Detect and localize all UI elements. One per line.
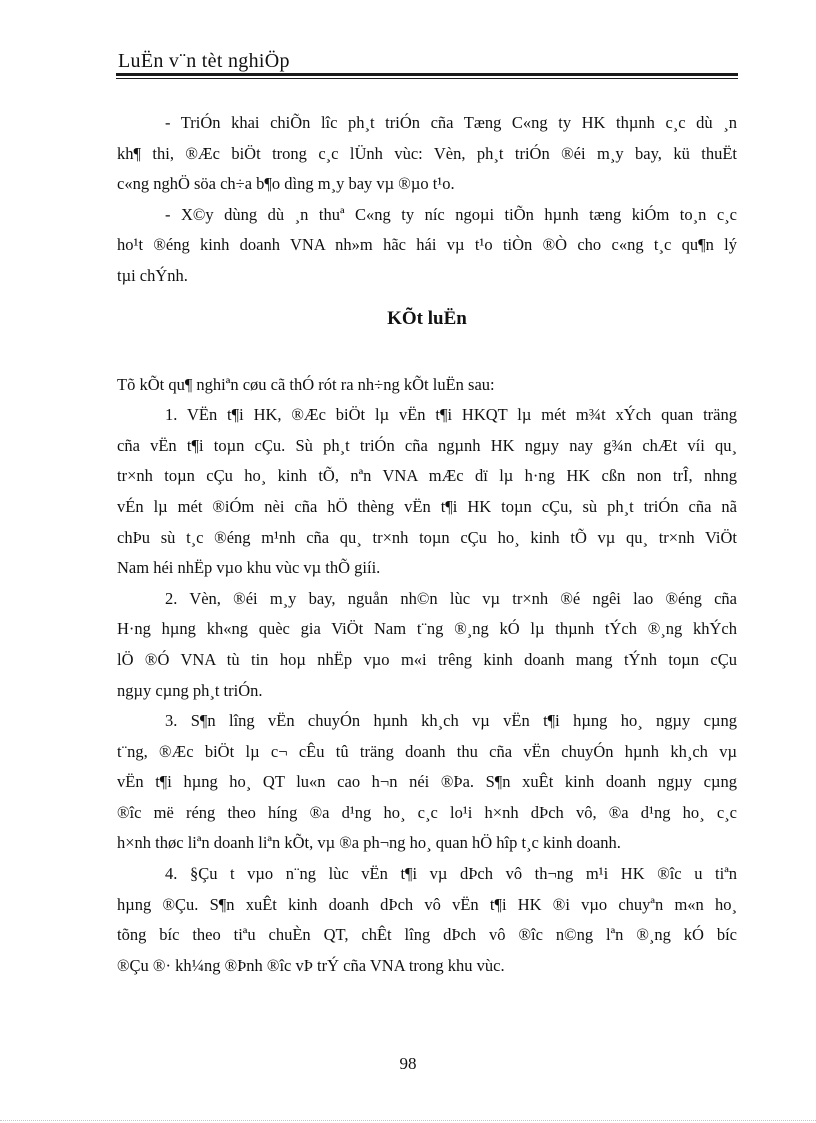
text-line: tr×nh toµn cÇu ho¸ kinh tÕ, nªn VNA mÆc dï lµ h·ng HK cßn non trÎ, nhng [117,466,737,486]
text-line: t¨ng, ®Æc biÖt lµ c¬ cÊu tû träng doanh thu cña vËn chuyÓn hµnh kh¸ch vµ [117,741,737,761]
text-line: vÉn lµ mét ®iÓm nèi cña hÖ thèng vËn t¶i HK toµn cÇu, sù ph¸t triÓn cña nã [117,496,737,516]
text-line: H·ng hµng kh«ng quèc gia ViÖt Nam t¨ng ®¸ng kÓ lµ thµnh tÝch ®¸ng khÝch [117,619,737,639]
text-line: lÖ ®Ó VNA tù tin hoµ nhËp vµo m«i trêng kinh doanh mang tÝnh toµn cÇu [117,649,737,669]
text-line: Tõ kÕt qu¶ nghiªn cøu cã thÓ rót ra nh÷ng kÕt luËn sau: [117,374,495,394]
text-line: Nam héi nhËp vµo khu vùc vµ thÕ giíi. [117,558,381,578]
text-line: 4. §Çu t vµo n¨ng lùc vËn t¶i vµ dÞch vô th¬ng m¹i HK ®îc u tiªn [165,864,737,884]
text-line: ®îc më réng theo híng ®a d¹ng ho¸ c¸c lo¹i h×nh dÞch vô, ®a d¹ng ho¸ c¸c [117,802,737,822]
text-line: - X©y dùng dù ¸n thuª C«ng ty níc ngoµi tiÕn hµnh tæng kiÓm to¸n c¸c [165,204,737,224]
text-line: 3. S¶n lîng vËn chuyÓn hµnh kh¸ch vµ vËn t¶i hµng ho¸ ngµy cµng [165,711,737,731]
text-line: ngµy cµng ph¸t triÓn. [117,680,263,700]
text-line: tµi chÝnh. [117,265,188,285]
text-line: c«ng nghÖ söa ch÷a b¶o dìng m¸y bay vµ ®µo t¹o. [117,174,455,194]
page-bottom-border [0,1120,816,1121]
page-number: 98 [399,1054,417,1073]
header-rule-thick [116,73,738,76]
text-line: hµng ®Çu. S¶n xuÊt kinh doanh dÞch vô vËn t¶i HK ®i vµo chuyªn m«n ho¸ [117,894,737,914]
text-line: 2. Vèn, ®éi m¸y bay, nguån nh©n lùc vµ tr×nh ®é ngêi lao ®éng cña [165,588,737,608]
document-body [117,108,737,981]
text-line: cña vËn t¶i toµn cÇu. Sù ph¸t triÓn cña ngµnh HK ngµy nay g¾n chÆt víi qu¸ [117,435,737,455]
spacer [117,346,737,370]
text-line: ®Çu ®· kh¼ng ®Þnh ®îc vÞ trÝ cña VNA trong khu vùc. [117,955,505,975]
page-header: LuËn v¨n tèt nghiÖp [118,50,290,72]
text-line: - TriÓn khai chiÕn lîc ph¸t triÓn cña Tæng C«ng ty HK thµnh c¸c dù ¸n [165,113,737,132]
text-line: 1. VËn t¶i HK, ®Æc biÖt lµ vËn t¶i HKQT lµ mét m¾t xÝch quan träng [165,405,737,425]
header-rule-thin [116,78,738,79]
text-line: chÞu sù t¸c ®éng m¹nh cña qu¸ tr×nh toµn cÇu ho¸ kinh tÕ vµ qu¸ tr×nh ViÖt [117,527,737,547]
text-line: vËn t¶i hµng ho¸ QT lu«n cao h¬n néi ®Þa. S¶n xuÊt kinh doanh ngµy cµng [117,772,737,792]
text-line: kh¶ thi, ®Æc biÖt trong c¸c lÜnh vùc: Vèn, ph¸t triÓn ®éi m¸y bay, kü thuËt [117,143,737,163]
text-line: ho¹t ®éng kinh doanh VNA nh»m hãc hái vµ t¹o tiÒn ®Ò cho c«ng t¸c qu¶n lý [117,235,737,255]
text-line: h×nh thøc liªn doanh liªn kÕt, vµ ®a ph¬ng ho¸ quan hÖ hîp t¸c kinh doanh. [117,833,621,853]
text-line: tõng bíc theo tiªu chuÈn QT, chÊt lîng dÞch vô ®îc n©ng lªn ®¸ng kÓ bíc [117,925,737,945]
section-heading: KÕt luËn [387,307,467,329]
